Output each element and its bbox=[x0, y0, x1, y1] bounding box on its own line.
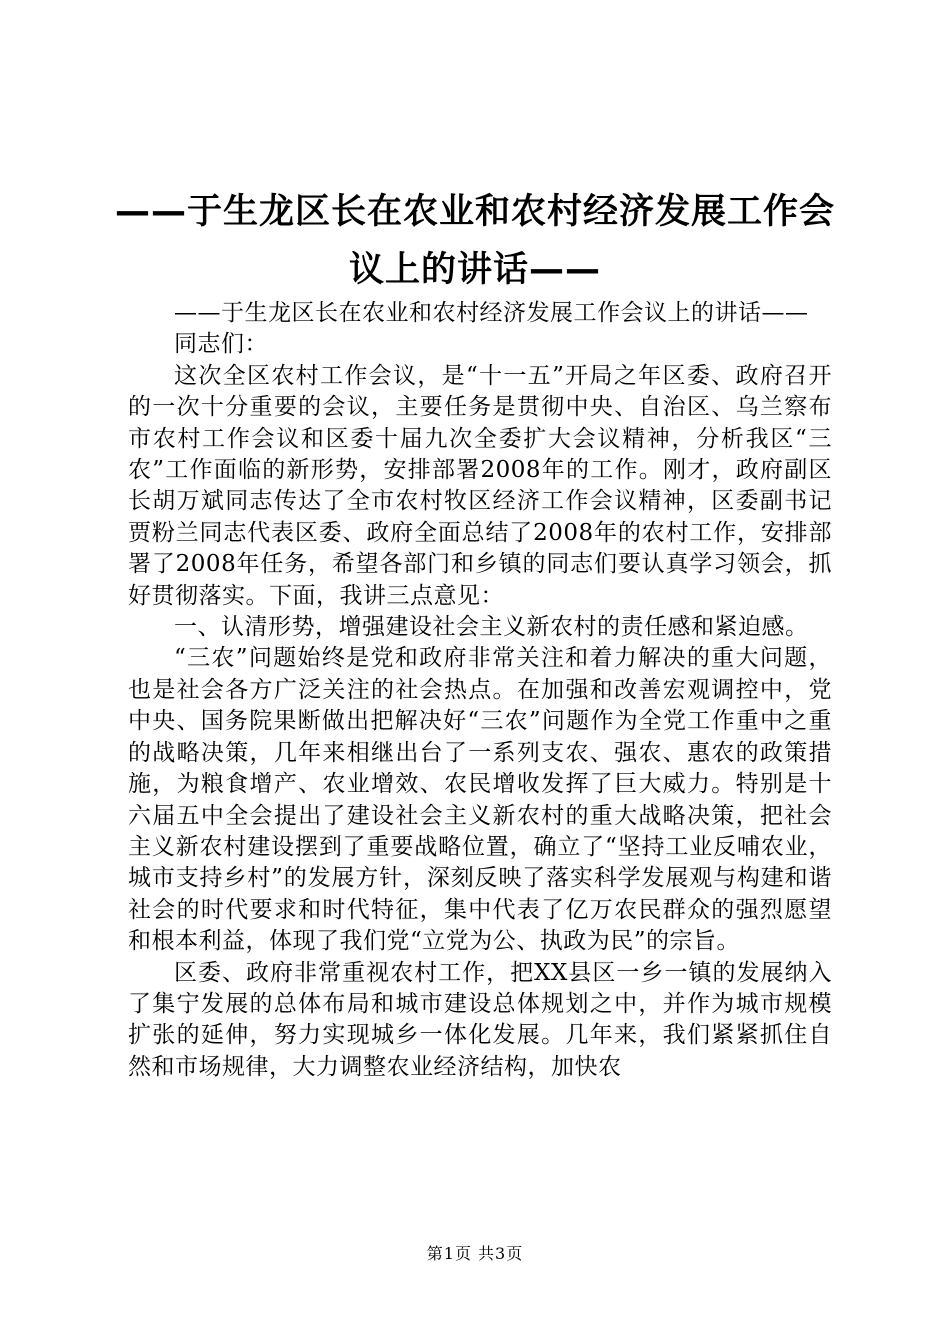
body-paragraph: 这次全区农村工作会议，是“十一五”开局之年区委、政府召开的一次十分重要的会议，主要任务是贯彻中央、自治区、乌兰察布市农村工作会议和区委十届九次全委扩大会议精神，分析我区“三农”工作面临的新形势，安排部署2008年的工作。刚才，政府副区长胡万斌同志传达了全市农村牧区经济工作会议精神，区委副书记贾粉兰同志代表区委、政府全面总结了2008年的农村工作，安排部署了2008年任务，希望各部门和乡镇的同志们要认真学习领会，抓好贯彻落实。下面，我讲三点意见： bbox=[128, 362, 832, 609]
section-heading: 一、认清形势，增强建设社会主义新农村的责任感和紧迫感。 bbox=[174, 614, 809, 641]
body-paragraph: 区委、政府非常重视农村工作，把XX县区一乡一镇的发展纳入了集宁发展的总体布局和城市建设总体规划之中，并作为城市规模扩张的延伸，努力实现城乡一体化发展。几年来，我们紧紧抓住自然和市场规律，大力调整农业经济结构，加快农 bbox=[128, 959, 832, 1080]
salutation-paragraph: 同志们： bbox=[174, 331, 268, 358]
document-body bbox=[128, 298, 832, 1083]
subtitle-paragraph: ——于生龙区长在农业和农村经济发展工作会议上的讲话—— bbox=[174, 300, 809, 326]
document-title-line-1: ——于生龙区长在农业和农村经济发展工作会 bbox=[114, 192, 835, 232]
page-number-footer: 第1页 共3页 bbox=[426, 1244, 524, 1263]
body-paragraph: “三农”问题始终是党和政府非常关注和着力解决的重大问题，也是社会各方广泛关注的社会热点。在加强和改善宏观调控中，党中央、国务院果断做出把解决好“三农”问题作为全党工作重中之重的战略决策，几年来相继出台了一系列支农、强农、惠农的政策措施，为粮食增产、农业增效、农民增收发挥了巨大威力。特别是十六届五中全会提出了建设社会主义新农村的重大战略决策，把社会主义新农村建设摆到了重要战略位置，确立了“坚持工业反哺农业，城市支持乡村”的发展方针，深刻反映了落实科学发展观与构建和谐社会的时代要求和时代特征，集中代表了亿万农民群众的强烈愿望和根本利益，体现了我们党“立党为公、执政为民”的宗旨。 bbox=[128, 645, 832, 955]
document-title-line-2: 议上的讲话—— bbox=[348, 250, 601, 290]
